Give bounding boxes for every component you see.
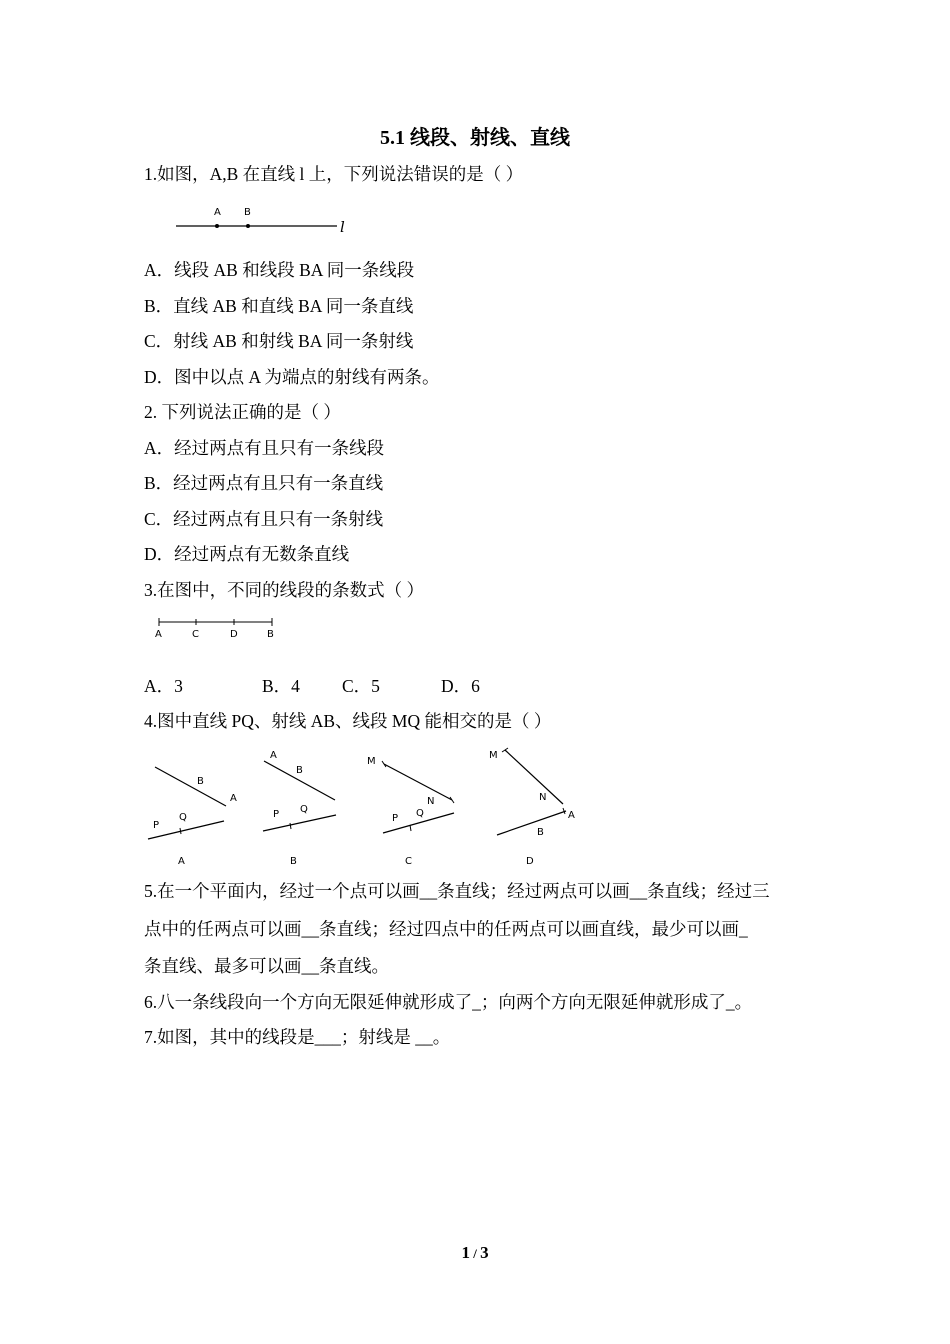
q4c-label-m: M — [367, 756, 376, 767]
q4c-label-q: Q — [416, 808, 424, 819]
question-1-option-b: B．直线 AB 和直线 BA 同一条直线 — [144, 296, 414, 316]
question-1-option-c: C．射线 AB 和射线 BA 同一条射线 — [144, 331, 414, 351]
page-current: 1 — [461, 1243, 470, 1262]
q4d-label-m: M — [489, 750, 498, 761]
question-5-line-3: 条直线、最多可以画__条直线。 — [144, 956, 389, 976]
q4a-label-p: P — [153, 820, 160, 831]
question-2-stem: 2. 下列说法正确的是（ ） — [144, 402, 341, 422]
question-3-option-a: A．3 — [144, 676, 183, 696]
page-separator: / — [469, 1246, 481, 1261]
q3-label-a: A — [155, 629, 162, 640]
question-1-stem: 1.如图，A,B 在直线 l 上，下列说法错误的是（ ） — [144, 164, 524, 184]
question-6: 6.八一条线段向一个方向无限延伸就形成了_；向两个方向无限延伸就形成了_。 — [144, 992, 753, 1012]
q4a-label-b: B — [197, 776, 204, 787]
question-3-option-c: C．5 — [342, 676, 380, 696]
question-7: 7.如图，其中的线段是___；射线是 __。 — [144, 1027, 451, 1047]
question-1-option-d: D．图中以点 A 为端点的射线有两条。 — [144, 367, 440, 387]
question-2-option-b: B．经过两点有且只有一条直线 — [144, 473, 384, 493]
q4-figure-a — [148, 767, 237, 867]
q4d-caption: D — [526, 856, 534, 867]
question-3-stem: 3.在图中，不同的线段的条数式（ ） — [144, 580, 424, 600]
page-number — [0, 1243, 950, 1263]
question-4-figure — [140, 742, 600, 872]
question-1-option-a: A．线段 AB 和线段 BA 同一条线段 — [144, 260, 415, 280]
question-4-stem: 4.图中直线 PQ、射线 AB、线段 MQ 能相交的是（ ） — [144, 711, 552, 731]
q4d-label-n: N — [539, 792, 547, 803]
q3-label-d: D — [230, 629, 238, 640]
q4c-label-p: P — [392, 813, 399, 824]
question-2-option-c: C．经过两点有且只有一条射线 — [144, 509, 384, 529]
question-3-option-b: B．4 — [262, 676, 300, 696]
question-1-figure — [170, 200, 360, 240]
q4b-label-b: B — [296, 765, 303, 776]
question-2-option-a: A．经过两点有且只有一条线段 — [144, 438, 385, 458]
q1-label-b: B — [244, 207, 251, 218]
q3-label-c: C — [192, 629, 199, 640]
q4d-label-a: A — [568, 810, 575, 821]
question-3-option-d: D．6 — [441, 676, 480, 696]
page-total: 3 — [480, 1243, 489, 1262]
question-5-line-2: 点中的任两点可以画__条直线；经过四点中的任两点可以画直线，最少可以画_ — [144, 919, 748, 939]
q1-label-l: l — [340, 218, 345, 236]
q4a-label-q: Q — [179, 812, 187, 823]
q4b-label-a: A — [270, 750, 277, 761]
q4b-label-p: P — [273, 809, 280, 820]
q4-figure-d — [489, 748, 575, 867]
q3-label-b: B — [267, 629, 274, 640]
q4a-caption: A — [178, 856, 185, 867]
question-5-line-1: 5.在一个平面内，经过一个点可以画__条直线；经过两点可以画__条直线；经过三 — [144, 881, 770, 901]
q4b-label-q: Q — [300, 804, 308, 815]
page-title: 5.1 线段、射线、直线 — [380, 127, 570, 149]
q1-label-a: A — [214, 207, 221, 218]
q4b-caption: B — [290, 856, 297, 867]
q4c-label-n: N — [427, 796, 435, 807]
question-3-figure — [150, 612, 290, 644]
q4-figure-c — [367, 756, 454, 867]
q4d-label-b: B — [537, 827, 544, 838]
q4-figure-b — [263, 750, 336, 867]
q4a-label-a: A — [230, 793, 237, 804]
question-2-option-d: D．经过两点有无数条直线 — [144, 544, 350, 564]
q4c-caption: C — [405, 856, 412, 867]
